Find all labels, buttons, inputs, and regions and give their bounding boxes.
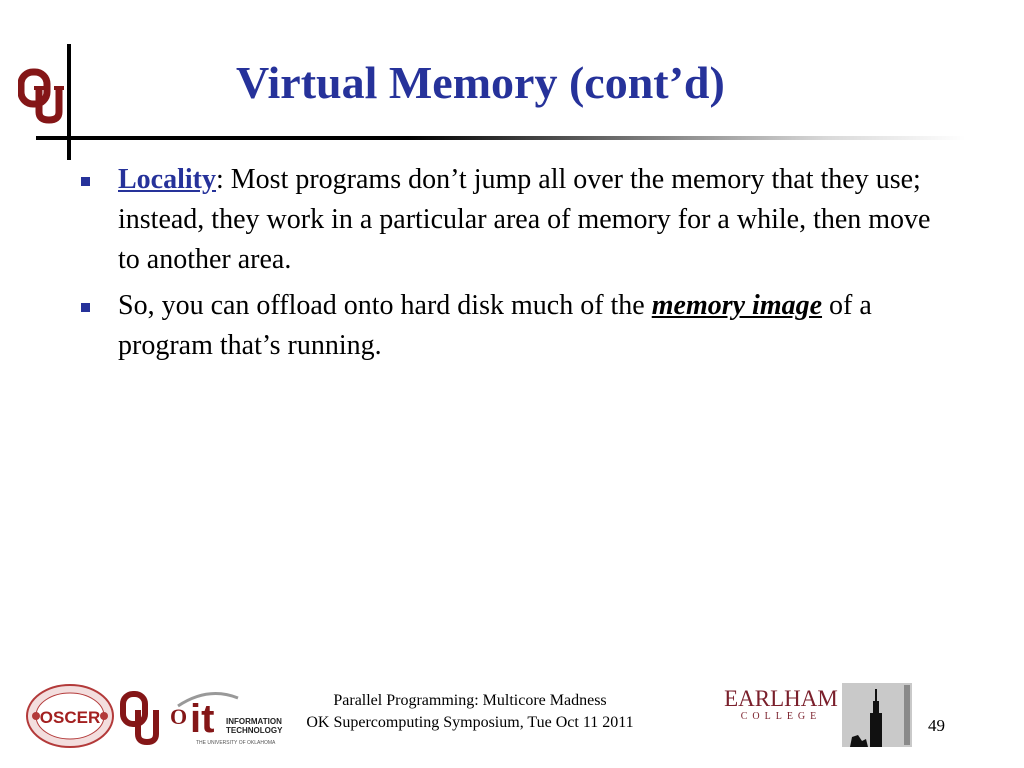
emphasis-term: memory image <box>651 290 823 321</box>
slide-title: Virtual Memory (cont’d) <box>236 57 725 108</box>
header-vertical-rule <box>67 44 71 160</box>
earlham-subtitle: COLLEGE <box>740 711 822 722</box>
it-line1: INFORMATION <box>226 717 282 726</box>
earlham-logo <box>722 686 840 726</box>
bullet-text: So, you can offload onto hard disk much of the <box>118 290 652 321</box>
oscer-label: OSCER <box>39 708 101 727</box>
ou-logo-icon <box>18 68 66 124</box>
bullet-list <box>78 160 938 372</box>
earlham-name: EARLHAM <box>724 686 838 711</box>
bullet-item <box>78 160 938 280</box>
skyline-silhouette-icon <box>842 683 912 747</box>
svg-text:O: O <box>170 704 188 729</box>
header-horizontal-rule <box>36 136 966 140</box>
it-line3: THE UNIVERSITY OF OKLAHOMA <box>196 740 276 746</box>
it-mark: it <box>190 697 215 741</box>
bullet-text: : Most programs don’t jump all over the memory that they use; instead, they work in a particular area of memory for a while, then move to another area. <box>118 164 931 275</box>
footer-text <box>250 690 690 734</box>
bullet-text: of a program that’s running. <box>118 290 872 361</box>
footer-line-2: OK Supercomputing Symposium, Tue Oct 11 2011 <box>306 714 634 731</box>
bullet-item <box>78 286 938 366</box>
square-bullet-icon <box>81 177 90 186</box>
ou-logo-small-icon <box>120 690 162 746</box>
footer-line-1: Parallel Programming: Multicore Madness <box>333 692 607 709</box>
page-number: 49 <box>928 716 945 735</box>
square-bullet-icon <box>81 303 90 312</box>
locality-link[interactable]: Locality <box>118 164 216 195</box>
oscer-seal-icon <box>24 682 116 750</box>
it-line2: TECHNOLOGY <box>226 726 283 735</box>
